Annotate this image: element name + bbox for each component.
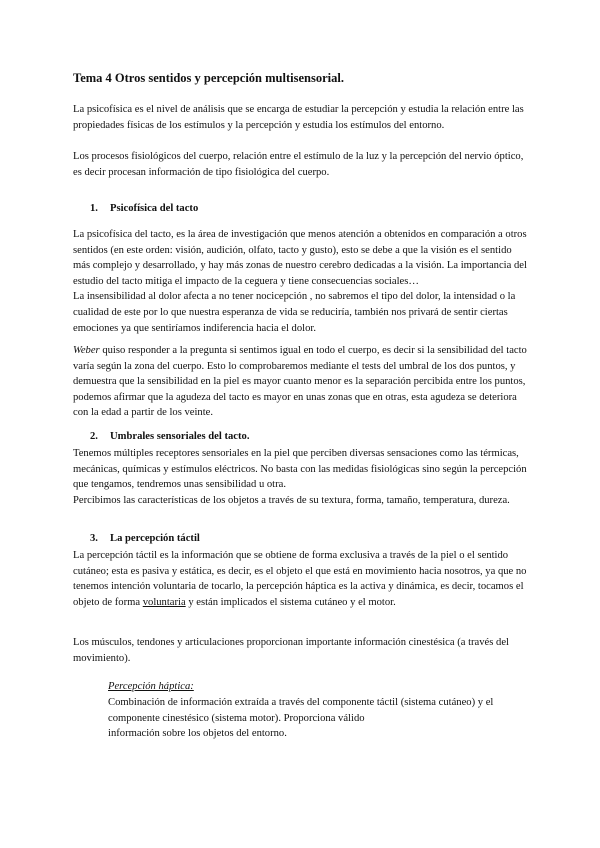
section-3-paragraph-2 bbox=[73, 635, 529, 666]
section-1-title: Psicofísica del tacto bbox=[110, 203, 199, 214]
intro-text-2: Los procesos fisiológicos del cuerpo, relación entre el estímulo de la luz y la percepción del nervio óptico, es decir procesan información de tipo fisiológica del cuerpo. bbox=[73, 151, 524, 178]
weber-name: Weber bbox=[73, 345, 100, 356]
section-1-body bbox=[73, 227, 529, 336]
section-2-number: 2. bbox=[90, 431, 98, 442]
haptic-perception-label: Percepción háptica: bbox=[108, 681, 194, 692]
intro-paragraph-1 bbox=[73, 102, 529, 133]
section-1-paragraph-2: La insensibilidad al dolor afecta a no tener nocicepción , no sabremos el tipo del dolor, la intensidad o la cualidad de este por lo que nuestra esperanza de vida se reduciría, también nos privará de sentir ciertas emociones ya que sentiríamos indiferencia hacia el dolor. bbox=[73, 291, 516, 334]
section-1-number: 1. bbox=[90, 203, 98, 214]
weber-text: quiso responder a la pregunta si sentimos igual en todo el cuerpo, es decir si la sensibilidad del tacto varía según la zona del cuerpo. Esto lo comprobaremos mediante el tests del umbral de los dos puntos, y demuestra que la sensibilidad en la piel es mayor cuanto menor es la separación percibida entre los puntos, podemos afirmar que la agudeza del tacto es mayor en unas zonas que en otras, esta agudeza se deteriora con la edad a partir de los veinte. bbox=[73, 345, 527, 419]
section-2-body bbox=[73, 446, 529, 508]
section-3-text-a: La percepción táctil es la información que se obtiene de forma exclusiva a través de la piel o el sentido cutáneo; esta es pasiva y estática, es decir, es el objeto el que está en movimiento hacia nosotros, ya que no tenemos intención voluntaria de tocarlo, la percepción háptica es la activa y dinámica, es decir, tocamos el objeto de forma bbox=[73, 550, 527, 608]
section-1-heading bbox=[90, 203, 198, 214]
intro-text-1: La psicofísica es el nivel de análisis que se encarga de estudiar la percepción y estudia la relación entre las propiedades físicas de los estímulos y la percepción y estudia los estímulos del entorno. bbox=[73, 104, 524, 131]
section-2-paragraph-2: Percibimos las características de los objetos a través de su textura, forma, tamaño, temperatura, dureza. bbox=[73, 494, 510, 506]
haptic-definition-line-2: información sobre los objetos del entorno. bbox=[108, 728, 287, 740]
section-3-text-b: y están implicados el sistema cutáneo y el motor. bbox=[185, 596, 396, 608]
section-3-number: 3. bbox=[90, 533, 98, 544]
section-2-title: Umbrales sensoriales del tacto. bbox=[110, 431, 250, 442]
section-3-paragraph-1 bbox=[73, 548, 529, 610]
haptic-perception-definition bbox=[108, 695, 518, 742]
section-1-paragraph-1: La psicofísica del tacto, es la área de investigación que menos atención a obtenidos en comparación a otros sentidos (en este orden: visión, audición, olfato, tacto y gusto), esto se debe a que la visión es el sentido más complejo y desarrollado, y hay más zonas de nuestro cerebro dedicadas a la visión. La importancia del estudio del tacto mitiga el impacto de la ceguera y tiene consecuencias sociales… bbox=[73, 229, 527, 287]
section-2-heading bbox=[90, 431, 249, 442]
page-title: Tema 4 Otros sentidos y percepción multisensorial. bbox=[73, 71, 344, 85]
section-2-paragraph-1: Tenemos múltiples receptores sensoriales en la piel que perciben diversas sensaciones como las térmicas, mecánicas, químicas y estímulos eléctricos. No basta con las medidas fisiológicas sino según la percepción que tengamos, tendremos unas sensibilidad u otra. bbox=[73, 448, 527, 491]
section-1-weber-paragraph bbox=[73, 343, 529, 421]
voluntaria-underlined: voluntaria bbox=[142, 596, 186, 608]
section-1-paragraph-3 bbox=[73, 343, 529, 421]
section-3-paragraph-2-text: Los músculos, tendones y articulaciones proporcionan importante información cinestésica (a través del movimiento). bbox=[73, 637, 509, 664]
intro-paragraph-2 bbox=[73, 149, 529, 180]
haptic-definition-line-1: Combinación de información extraída a través del componente táctil (sistema cutáneo) y el componente cinestésico (sistema motor). Proporciona válido bbox=[108, 697, 494, 724]
section-3-heading bbox=[90, 533, 200, 544]
section-3-body bbox=[73, 548, 529, 610]
section-3-title: La percepción táctil bbox=[110, 533, 200, 544]
